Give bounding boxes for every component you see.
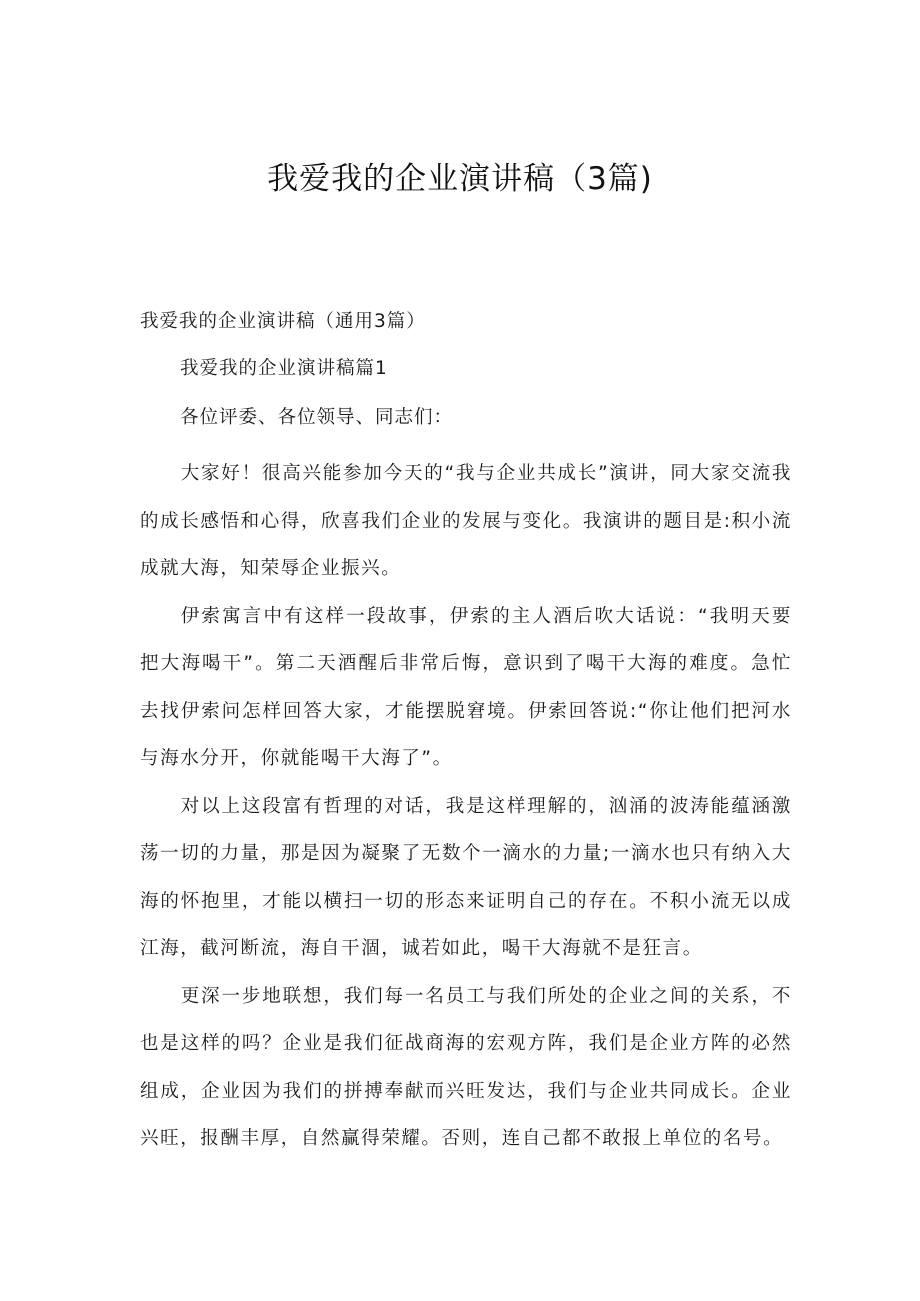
paragraph: 伊索寓言中有这样一段故事，伊索的主人酒后吹大话说：“我明天要把大海喝干”。第二天酒醒后非常后悔，意识到了喝干大海的难度。急忙去找伊索问怎样回答大家，才能摆脱窘境。伊索回答说:“你让他们把河水与海水分开，你就能喝干大海了”。 <box>140 605 792 769</box>
document-title: 我爱我的企业演讲稿（3篇) <box>267 161 653 197</box>
section-heading: 我爱我的企业演讲稿篇1 <box>180 358 388 379</box>
paragraph: 大家好！很高兴能参加今天的“我与企业共成长”演讲，同大家交流我的成长感悟和心得，欣喜我们企业的发展与变化。我演讲的题目是:积小流成就大海，知荣辱企业振兴。 <box>140 463 792 579</box>
paragraph: 对以上这段富有哲理的对话，我是这样理解的，汹涌的波涛能蕴涵激荡一切的力量，那是因为凝聚了无数个一滴水的力量;一滴水也只有纳入大海的怀抱里，才能以横扫一切的形态来证明自己的存在。不积小流无以成江海，截河断流，海自干涸，诚若如此，喝干大海就不是狂言。 <box>140 795 792 959</box>
salutation: 各位评委、各位领导、同志们： <box>180 407 454 428</box>
body-text <box>140 450 792 1163</box>
document-subtitle: 我爱我的企业演讲稿（通用3篇） <box>140 311 426 332</box>
paragraph: 更深一步地联想，我们每一名员工与我们所处的企业之间的关系，不也是这样的吗？企业是我们征战商海的宏观方阵，我们是企业方阵的必然组成，企业因为我们的拼搏奉献而兴旺发达，我们与企业共同成长。企业兴旺，报酬丰厚，自然赢得荣耀。否则，连自己都不敢报上单位的名号。 <box>140 985 792 1149</box>
